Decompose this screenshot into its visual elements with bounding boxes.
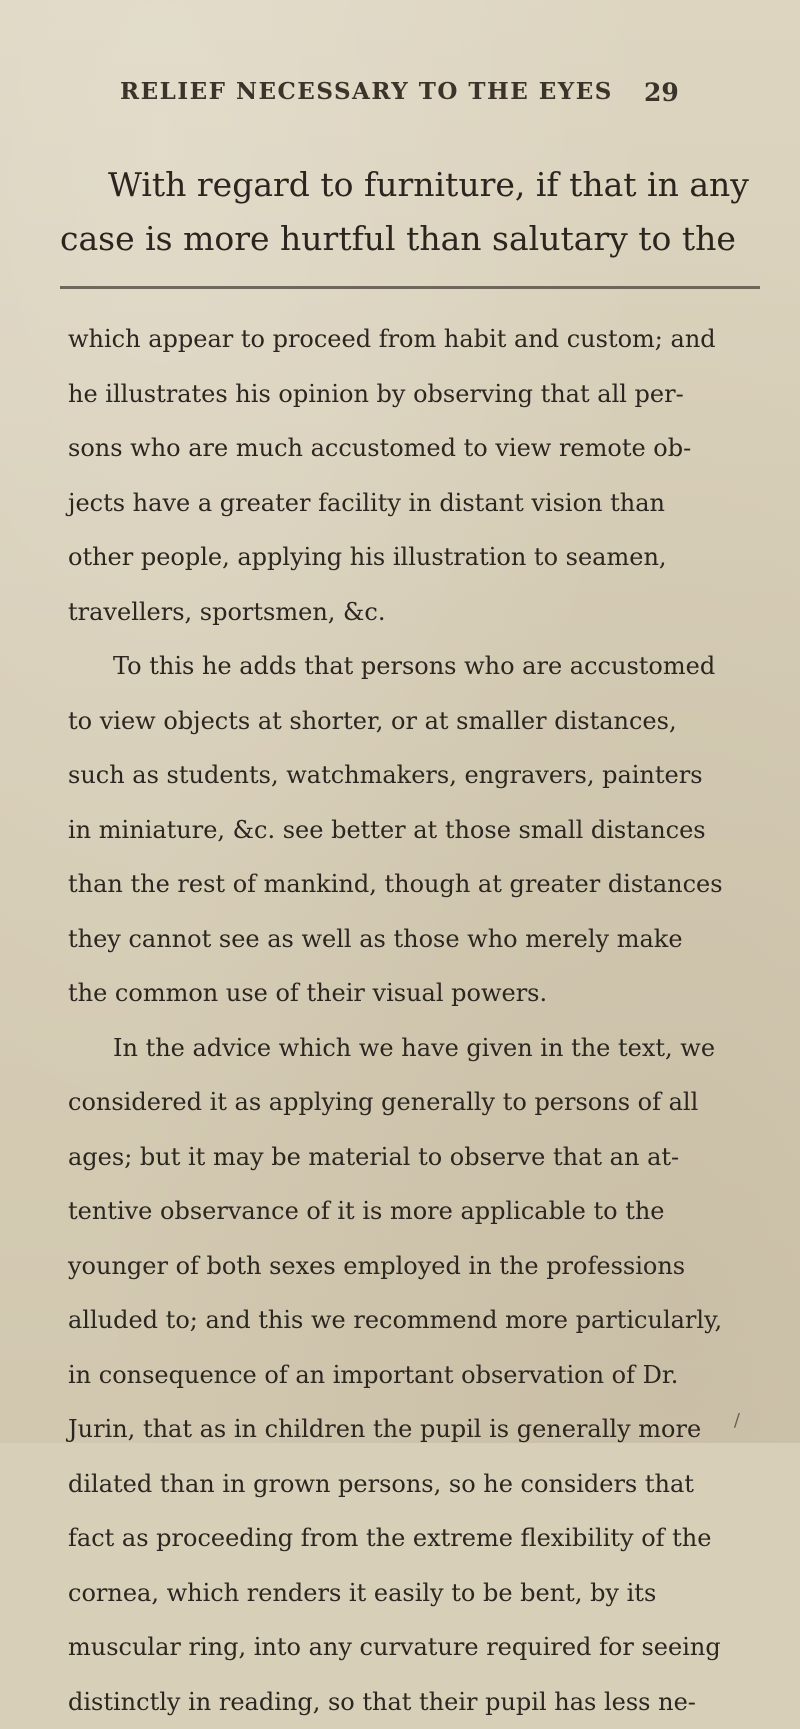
text-line: other people, applying his illustration to seamen, <box>68 530 788 585</box>
text-line: sons who are much accustomed to view remote ob- <box>68 421 788 476</box>
text-line: to view objects at shorter, or at smaller distances, <box>68 694 788 749</box>
text-line: tentive observance of it is more applicable to the <box>68 1184 788 1239</box>
text-line: in miniature, &c. see better at those small distances <box>68 803 788 858</box>
bleed-through-text <box>60 158 760 266</box>
bleed-through-line: With regard to furniture, if that in any <box>60 158 760 212</box>
text-line: alluded to; and this we recommend more particularly, <box>68 1293 788 1348</box>
divider-rule <box>60 286 760 289</box>
text-line: considered it as applying generally to persons of all <box>68 1075 788 1130</box>
text-line: he illustrates his opinion by observing that all per- <box>68 367 788 422</box>
bleed-through-line: case is more hurtful than salutary to the <box>60 212 760 266</box>
text-line: travellers, sportsmen, &c. <box>68 585 788 640</box>
text-line: younger of both sexes employed in the professions <box>68 1239 788 1294</box>
text-line: cornea, which renders it easily to be bent, by its <box>68 1566 788 1621</box>
text-line: jects have a greater facility in distant vision than <box>68 476 788 531</box>
text-line: they cannot see as well as those who merely make <box>68 912 788 967</box>
text-line: than the rest of mankind, though at greater distances <box>68 857 788 912</box>
text-line: fact as proceeding from the extreme flexibility of the <box>68 1511 788 1566</box>
page-number: 29 <box>644 78 679 107</box>
footnote-body <box>68 312 788 1729</box>
text-line: in consequence of an important observation of Dr. <box>68 1348 788 1403</box>
paragraph-start-line: To this he adds that persons who are accustomed <box>68 639 788 694</box>
text-line: which appear to proceed from habit and custom; and <box>68 312 788 367</box>
text-line: muscular ring, into any curvature required for seeing <box>68 1620 788 1675</box>
corner-mark: / <box>734 1410 740 1431</box>
paragraph-start-line: In the advice which we have given in the text, we <box>68 1021 788 1076</box>
text-line: distinctly in reading, so that their pupil has less ne- <box>68 1675 788 1729</box>
text-line: dilated than in grown persons, so he considers that <box>68 1457 788 1512</box>
running-head: RELIEF NECESSARY TO THE EYES <box>120 78 613 105</box>
text-line: the common use of their visual powers. <box>68 966 788 1021</box>
text-line: such as students, watchmakers, engravers, painters <box>68 748 788 803</box>
page-header <box>0 78 800 118</box>
text-line: ages; but it may be material to observe that an at- <box>68 1130 788 1185</box>
text-line: Jurin, that as in children the pupil is generally more <box>68 1402 788 1457</box>
